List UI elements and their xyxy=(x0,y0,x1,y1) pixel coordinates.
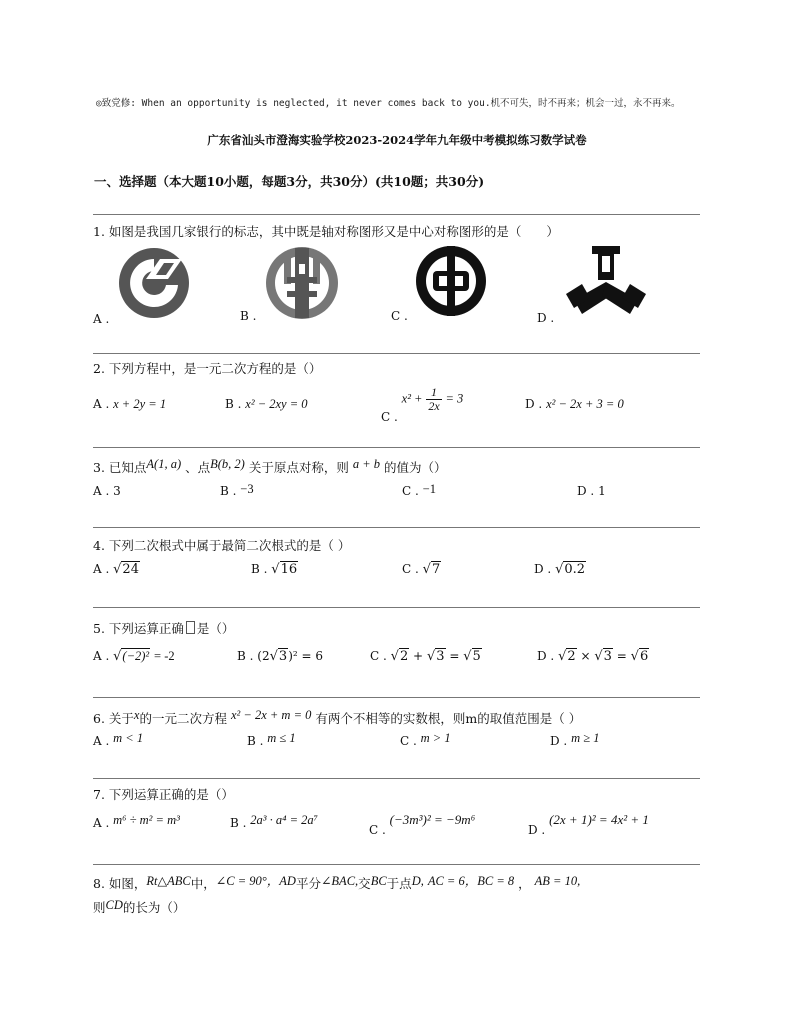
q4-option-b[interactable] xyxy=(251,562,298,577)
q6-option-b[interactable] xyxy=(247,731,296,749)
fraction xyxy=(426,386,441,412)
q4-option-d[interactable] xyxy=(534,562,586,577)
option-expr-post: = 3 xyxy=(445,391,464,406)
stem-text: 有两个不相等的实数根，则m的取值范围是（ ） xyxy=(315,711,582,726)
radicand: 3 xyxy=(278,649,288,664)
q5-stem xyxy=(93,619,234,637)
segment-cd: CD xyxy=(105,898,123,912)
q4-stem: 4. 下列二次根式中属于最简二次根式的是（ ） xyxy=(93,538,351,553)
exam-title: 广东省汕头市澄海实验学校2023-2024学年九年级中考模拟练习数学试卷 xyxy=(207,133,587,147)
stem-text: 的一元二次方程 xyxy=(139,711,227,726)
operator: = xyxy=(616,649,627,663)
radicand: 24 xyxy=(122,562,139,577)
option-expr: 2a³ · a⁴ = 2a⁷ xyxy=(250,813,319,827)
option-label: C . xyxy=(369,823,386,837)
radicand: 3 xyxy=(603,649,612,664)
stem-text: 、点 xyxy=(185,460,211,475)
equation: x² − 2x + m = 0 xyxy=(230,708,312,722)
motto-line: ◎致党修: When an opportunity is neglected, it never comes back to you.机不可失，时不再来；机会一过，永不再来。 xyxy=(96,98,681,109)
stem-text: 则 xyxy=(93,900,106,915)
q3-option-c[interactable] xyxy=(402,484,436,499)
q3-option-b[interactable] xyxy=(220,484,254,499)
q1-option-c[interactable]: C . xyxy=(391,309,408,323)
q4-option-a[interactable] xyxy=(93,562,140,577)
stem-text: 的值为（） xyxy=(384,460,447,475)
point-a: A(1, a) xyxy=(146,457,182,471)
sqrt-icon: √24 xyxy=(113,562,139,577)
triangle-name: Rt△ABC xyxy=(146,874,191,888)
bank-logo-ccb-icon xyxy=(116,245,192,321)
angle-c: ∠C = 90°，AD xyxy=(215,874,296,888)
sqrt-icon: √7 xyxy=(422,562,441,577)
given-ab: AB = 10, xyxy=(534,874,581,888)
radicand: 7 xyxy=(431,562,441,577)
q3-option-d[interactable]: D . 1 xyxy=(577,484,606,498)
q8-stem xyxy=(93,874,580,892)
option-label: D . xyxy=(537,649,555,663)
stem-text: 平分 xyxy=(295,876,321,891)
option-label: B . xyxy=(251,562,268,576)
stem-text: 5. 下列运算正确 xyxy=(93,621,184,636)
option-expr: m⁶ ÷ m² = m³ xyxy=(113,813,180,827)
option-expr: (−3m³)² = −9m⁶ xyxy=(389,812,476,827)
radicand: 3 xyxy=(436,649,445,664)
option-expr: = -2 xyxy=(154,649,175,663)
radicand: 5 xyxy=(472,649,481,664)
q2-option-c[interactable] xyxy=(381,385,464,424)
option-label: C . xyxy=(402,562,419,576)
option-label: B . xyxy=(237,649,254,663)
option-label: A . xyxy=(93,649,110,663)
divider xyxy=(93,697,700,698)
sqrt-icon: √6 xyxy=(630,649,649,664)
option-value: −3 xyxy=(240,482,254,496)
divider xyxy=(93,778,700,779)
radicand: (−2)² xyxy=(122,649,150,663)
radicand: 6 xyxy=(639,649,649,664)
sqrt-icon: √3 xyxy=(269,649,288,664)
option-label: C . xyxy=(370,649,387,663)
option-label: D . xyxy=(550,734,568,748)
q7-option-d[interactable] xyxy=(528,812,649,837)
missing-glyph-box xyxy=(186,621,195,634)
q6-option-a[interactable] xyxy=(93,731,144,749)
sqrt-icon: √5 xyxy=(463,649,481,664)
option-label: C . xyxy=(381,409,398,424)
section-heading: 一、选择题（本大题10小题，每题3分，共30分）(共10题；共30分) xyxy=(94,174,485,189)
option-label: A . xyxy=(93,397,110,411)
operator: × xyxy=(580,649,591,663)
bank-logo-bocom-icon xyxy=(562,242,650,320)
q4-option-c[interactable] xyxy=(402,562,441,577)
option-expr-pre: (2 xyxy=(257,649,270,663)
divider xyxy=(93,527,700,528)
divider xyxy=(93,864,700,865)
option-expr: x² − 2x + 3 = 0 xyxy=(546,397,624,411)
option-label: A . xyxy=(93,734,110,748)
option-expr: m ≥ 1 xyxy=(571,731,600,745)
q8-stem-line2 xyxy=(93,898,185,916)
q2-option-b[interactable] xyxy=(225,397,308,412)
stem-text: 于点 xyxy=(386,876,412,891)
sqrt-icon: √2 xyxy=(390,649,409,664)
q3-option-a[interactable]: A . 3 xyxy=(93,484,121,498)
option-expr-post: )² = 6 xyxy=(288,649,323,663)
option-expr-pre: x² + xyxy=(401,391,423,406)
option-label: B . xyxy=(220,484,237,498)
q2-option-a[interactable] xyxy=(93,397,166,412)
option-expr: x² − 2xy = 0 xyxy=(245,397,308,411)
option-expr: m < 1 xyxy=(113,731,144,745)
sqrt-icon: √3 xyxy=(594,649,612,664)
divider xyxy=(93,447,700,448)
bank-logo-boc-icon xyxy=(412,242,490,320)
fraction-numerator: 1 xyxy=(426,386,441,400)
segment-bc: BC xyxy=(370,874,387,888)
sum-expr: a + b xyxy=(352,457,381,471)
q7-option-a[interactable] xyxy=(93,813,180,831)
stem-text: 6. 关于 xyxy=(93,711,134,726)
option-expr: m ≤ 1 xyxy=(267,731,296,745)
option-label: A . xyxy=(93,562,110,576)
option-label: D . xyxy=(528,823,546,837)
operator: + xyxy=(413,649,424,663)
q6-option-c[interactable] xyxy=(400,731,451,749)
stem-text: 8. 如图， xyxy=(93,876,147,891)
variable: x xyxy=(133,708,140,722)
option-expr: (2x + 1)² = 4x² + 1 xyxy=(549,812,649,827)
radicand: 2 xyxy=(567,649,576,664)
radicand: 16 xyxy=(280,562,298,577)
given-lengths: AC = 6，BC = 8 xyxy=(427,874,515,888)
option-label: C . xyxy=(402,484,419,498)
radicand: 2 xyxy=(399,649,409,664)
option-label: D . xyxy=(534,562,552,576)
fraction-denominator: 2x xyxy=(428,398,440,413)
sqrt-icon: √0.2 xyxy=(555,562,586,577)
sqrt-icon: √3 xyxy=(426,649,445,664)
option-label: A . xyxy=(93,816,110,830)
stem-text: 3. 已知点 xyxy=(93,460,147,475)
stem-text: 是（） xyxy=(196,621,235,636)
option-label: D . xyxy=(525,397,543,411)
q7-option-c[interactable] xyxy=(369,812,476,837)
q7-stem: 7. 下列运算正确的是（） xyxy=(93,787,234,802)
stem-text: 关于原点对称，则 xyxy=(248,460,349,475)
point-d: D, xyxy=(411,874,424,888)
bank-logo-abc-icon xyxy=(263,244,341,322)
operator: = xyxy=(449,649,460,663)
q2-stem: 2. 下列方程中，是一元二次方程的是（） xyxy=(93,361,322,376)
stem-text: 中， xyxy=(190,876,216,891)
point-b: B(b, 2) xyxy=(210,457,245,471)
stem-text: ， xyxy=(518,876,531,891)
option-expr: x + 2y = 1 xyxy=(113,397,167,411)
divider xyxy=(93,353,700,354)
option-expr: m > 1 xyxy=(420,731,451,745)
q7-option-b[interactable] xyxy=(230,813,319,831)
option-label: C . xyxy=(400,734,417,748)
stem-text: 的长为（） xyxy=(122,900,186,915)
q1-option-d[interactable]: D . xyxy=(537,311,555,325)
stem-text: 交 xyxy=(358,876,371,891)
q3-stem xyxy=(93,458,447,476)
sqrt-icon: √(−2)² xyxy=(113,649,150,664)
q2-option-d[interactable] xyxy=(525,397,624,412)
radicand: 0.2 xyxy=(564,562,586,577)
divider xyxy=(93,607,700,608)
angle-bac: ∠BAC, xyxy=(320,874,359,888)
q1-option-a[interactable]: A . xyxy=(93,312,110,326)
option-label: B . xyxy=(230,816,247,830)
q5-option-b[interactable] xyxy=(237,649,323,664)
sqrt-icon: √2 xyxy=(558,649,576,664)
q5-option-a[interactable] xyxy=(93,649,175,664)
q6-option-d[interactable] xyxy=(550,731,600,749)
q1-stem: 1. 如图是我国几家银行的标志，其中既是轴对称图形又是中心对称图形的是（ ） xyxy=(93,224,559,239)
sqrt-icon: √16 xyxy=(271,562,298,577)
option-label: B . xyxy=(247,734,264,748)
q6-stem xyxy=(93,709,581,727)
q5-option-c[interactable] xyxy=(370,649,482,664)
q1-option-b[interactable]: B . xyxy=(240,309,257,323)
q5-option-d[interactable] xyxy=(537,649,649,664)
option-label: B . xyxy=(225,397,242,411)
option-value: −1 xyxy=(422,482,436,496)
divider xyxy=(93,214,700,215)
